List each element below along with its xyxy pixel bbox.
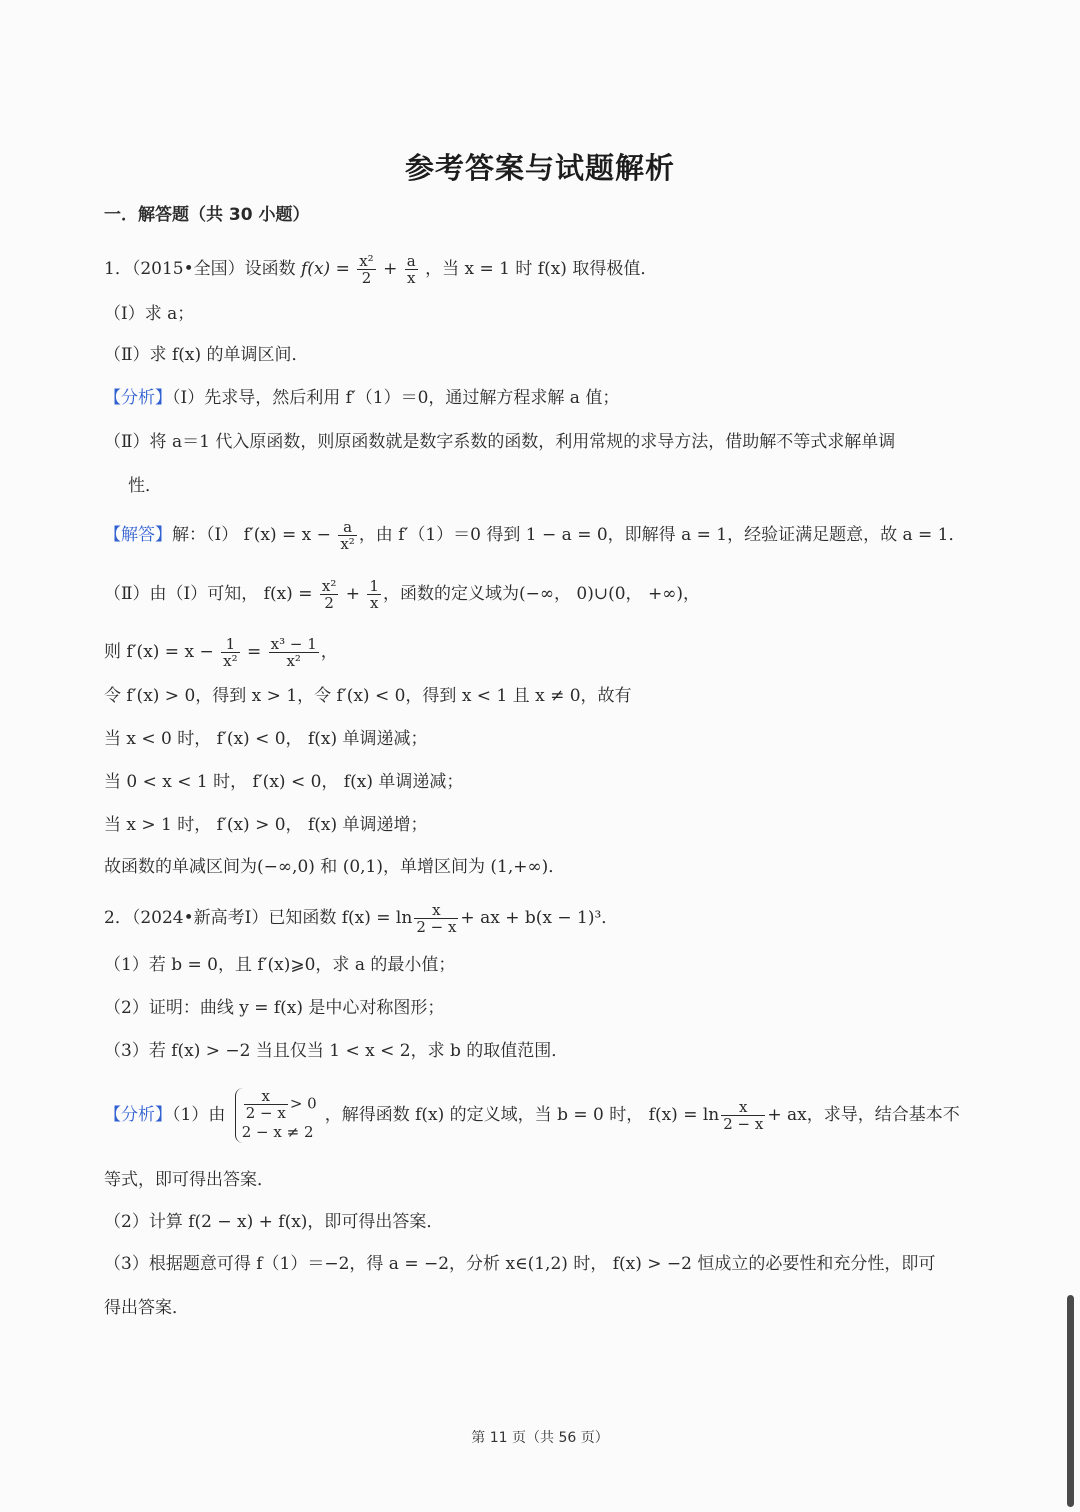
q2-part-1: （1）若 b = 0，且 f′(x)⩾0，求 a 的最小值； — [104, 955, 456, 975]
q1-fraction-1: $\frac{\text{x²}}{2}$ — [359, 252, 374, 287]
q1-suffix: ，当 x = 1 时 f(x) 取得极值． — [425, 259, 658, 279]
q1-analysis-text-1: （Ⅰ）先求导，然后利用 f′（1）＝0，通过解方程求解 a 值； — [172, 388, 620, 408]
q1-plus: + — [383, 259, 398, 279]
question-1-stem — [104, 253, 990, 286]
q1-answer-line-6: 当 0 < x < 1 时， f′(x) < 0， f(x) 单调递减； — [104, 772, 464, 792]
analysis-tag: 【分析】 — [104, 388, 172, 408]
answer3-fraction-2: $\frac{\text{x³ − 1}}{\text{x²}}$ — [270, 635, 317, 670]
q1-answer-line-5: 当 x < 0 时， f′(x) < 0， f(x) 单调递减； — [104, 729, 428, 749]
q1-answer-line-1: 【解答】解：（Ⅰ） f′(x) = x − $\frac{a}{\text{x²}}$ ，由 f′（1）＝0 得到 1 − a = 0，即解得 a = 1，经验证满足题意，故 a = 1． — [104, 518, 966, 553]
answer1-fraction: $\frac{a}{\text{x²}}$ — [340, 518, 355, 553]
question-2-stem: 2．（2024•新高考Ⅰ）已知函数 f(x) = ln $\frac{x}{2 - x}$ + ax + b(x − 1)³． — [104, 901, 619, 936]
vertical-scrollbar[interactable] — [1067, 1295, 1074, 1507]
q1-fraction-2: $\frac{a}{x}$ — [406, 252, 416, 287]
q2-analysis-line-3: （3）根据题意可得 f（1）＝−2，得 a = −2，分析 x∈(1,2) 时， f(x) > −2 恒成立的必要性和充分性，即可 — [104, 1254, 936, 1274]
q1-answer-line-8: 故函数的单减区间为(−∞,0) 和 (0,1)，单增区间为 (1,+∞)． — [104, 857, 566, 877]
q1-answer-line-7: 当 x > 1 时， f′(x) > 0， f(x) 单调递增； — [104, 815, 428, 835]
equation-system: $\frac{x}{2 - x}$ > 0 2 − x ≠ 2 — [235, 1088, 321, 1143]
answer2-fraction-2: $\frac{1}{x}$ — [369, 577, 379, 612]
q2-analysis-line-1: 【分析】（1）由 $\frac{x}{2 - x}$ > 0 2 − x ≠ 2 ，解得函数 f(x) 的定义域，当 b = 0 时， f(x) = ln $\frac{x}{2 - x}$ + ax，求导，结合基本不 — [104, 1087, 960, 1141]
q1-prefix: 1．（2015•全国）设函数 — [104, 259, 296, 279]
answer2-fraction-1: $\frac{\text{x²}}{2}$ — [321, 577, 337, 612]
answer-tag: 【解答】 — [104, 525, 172, 545]
q2-analysis-line-3b: 得出答案． — [104, 1298, 189, 1318]
page-footer: 第 11 页（共 56 页） — [471, 1430, 609, 1446]
q1-answer-line-3: 则 f′(x) = x − $\frac{1}{\text{x²}}$ = $\frac{\text{x³ − 1}}{\text{x²}}$ ， — [104, 635, 338, 670]
section-heading: 一．解答题（共 30 小题） — [104, 205, 310, 225]
q2-part-3: （3）若 f(x) > −2 当且仅当 1 < x < 2，求 b 的取值范围． — [104, 1041, 569, 1061]
q1-part-2: （Ⅱ）求 f(x) 的单调区间． — [104, 345, 309, 365]
page-title: 参考答案与试题解析 — [404, 151, 675, 185]
q2-part-2: （2）证明：曲线 y = f(x) 是中心对称图形； — [104, 998, 445, 1018]
q1-analysis-text-2a: （Ⅱ）将 a＝1 代入原函数，则原函数就是数字系数的函数，利用常规的求导方法，借助解不等式求解单调 — [104, 432, 896, 452]
analysis-tag: 【分析】 — [104, 1105, 172, 1125]
q2-analysis-fraction: $\frac{x}{2 - x}$ — [723, 1098, 764, 1133]
answer3-fraction-1: $\frac{1}{\text{x²}}$ — [223, 635, 238, 670]
q1-part-1: （Ⅰ）求 a； — [104, 304, 195, 324]
q2-analysis-line-2: （2）计算 f(2 − x) + f(x)，即可得出答案． — [104, 1212, 444, 1232]
q1-fx: f(x) = — [301, 259, 350, 279]
q1-answer-line-2: （Ⅱ）由（Ⅰ）可知， f(x) = $\frac{\text{x²}}{2}$ + $\frac{1}{x}$ ，函数的定义域为(−∞， 0)∪(0， +∞)， — [104, 577, 700, 612]
q2-analysis-line-1b: 等式，即可得出答案． — [104, 1170, 274, 1190]
q1-analysis-text-2b: 性． — [128, 476, 162, 496]
q2-fraction: $\frac{x}{2 - x}$ — [416, 901, 457, 936]
q1-answer-line-4: 令 f′(x) > 0，得到 x > 1，令 f′(x) < 0，得到 x < 1 且 x ≠ 0，故有 — [104, 686, 632, 706]
q1-analysis — [104, 386, 990, 410]
